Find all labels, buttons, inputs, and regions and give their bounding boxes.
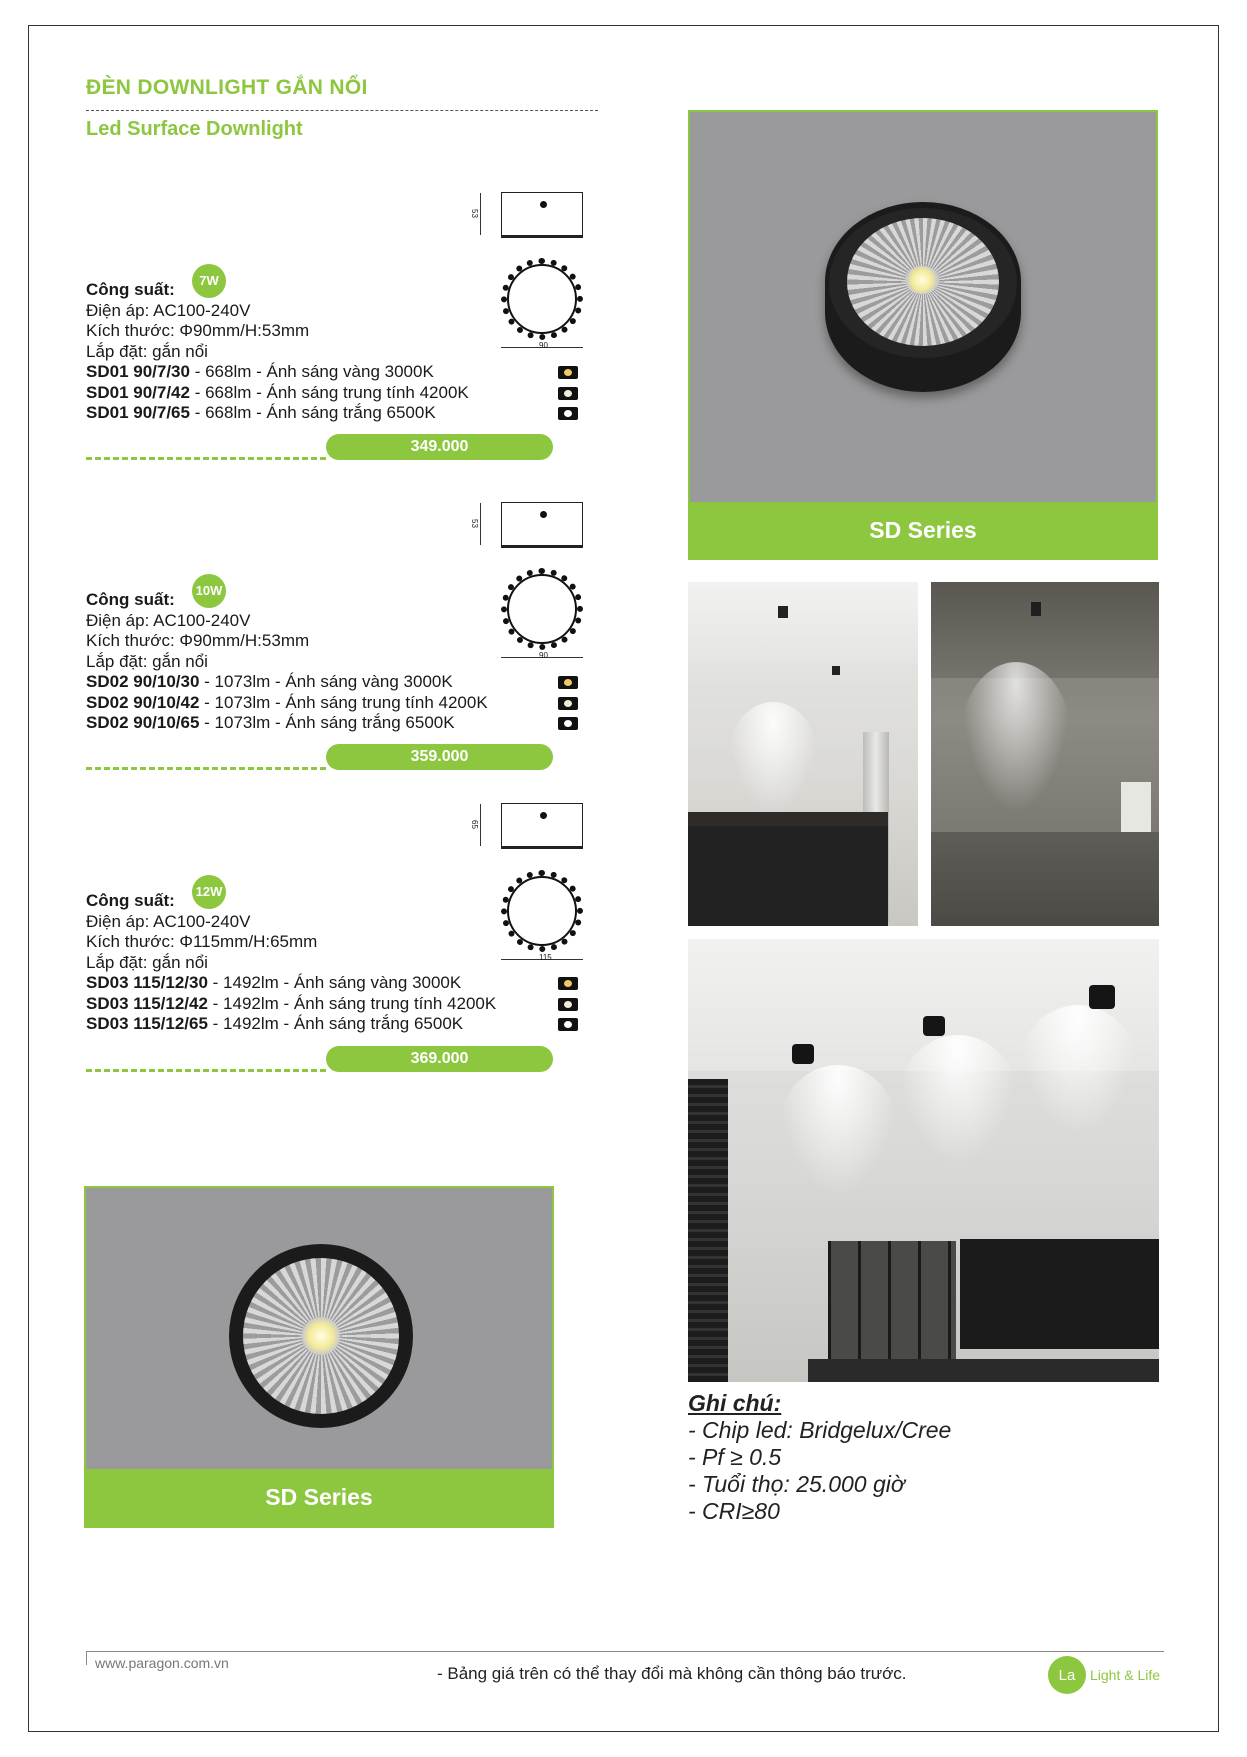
size-text: Kích thước: Φ90mm/H:53mm	[86, 321, 310, 340]
page-subtitle: Led Surface Downlight	[86, 118, 303, 140]
drawing-dim-diameter: 90	[539, 651, 548, 660]
price-divider	[86, 1069, 326, 1072]
variant-code: SD02 90/10/65	[86, 713, 200, 732]
drawing-dim-diameter: 90	[539, 341, 548, 350]
room-photo-hallway	[688, 582, 918, 926]
color-swatch-icon	[558, 717, 578, 730]
color-swatch-icon	[558, 407, 578, 420]
price-divider	[86, 767, 326, 770]
color-swatch-icon	[558, 366, 578, 379]
variant-desc: - 1492lm - Ánh sáng trung tính 4200K	[207, 993, 497, 1013]
variant-desc: - 1073lm - Ánh sáng trắng 6500K	[199, 713, 455, 732]
power-label: Công suất:	[86, 280, 175, 299]
drawing-dot	[540, 812, 547, 819]
page-title: ĐÈN DOWNLIGHT GẮN NỔI	[86, 76, 368, 99]
variant-row	[86, 994, 606, 1015]
color-swatch-icon	[558, 697, 578, 710]
variant-row	[86, 713, 606, 734]
drawing-dot	[540, 201, 547, 208]
variant-desc: - 668lm - Ánh sáng vàng 3000K	[189, 362, 434, 381]
price-tag-sd03: 369.000	[326, 1046, 553, 1072]
variant-desc: - 1073lm - Ánh sáng trung tính 4200K	[199, 692, 488, 712]
footer-divider	[86, 1651, 1164, 1652]
drawing-dim-height: 53	[469, 519, 479, 528]
variant-code: SD02 90/10/42	[86, 692, 200, 712]
product-sd02	[86, 582, 606, 734]
color-swatch-icon	[558, 998, 578, 1011]
mount-text: Lắp đặt: gắn nổi	[86, 341, 208, 361]
variant-desc: - 1492lm - Ánh sáng trắng 6500K	[207, 1014, 464, 1033]
color-swatch-icon	[558, 1018, 578, 1031]
brand-logo-text: Light & Life	[1090, 1667, 1161, 1683]
variant-desc: - 668lm - Ánh sáng trung tính 4200K	[189, 382, 469, 402]
side-drawing-sd03	[469, 803, 583, 849]
side-drawing-sd01	[469, 192, 583, 238]
mount-text: Lắp đặt: gắn nổi	[86, 952, 208, 972]
power-label: Công suất:	[86, 891, 175, 910]
wattage-badge: 10W	[192, 574, 226, 608]
variant-code: SD03 115/12/42	[86, 993, 208, 1013]
wattage-badge: 12W	[192, 875, 226, 909]
drawing-dim-height: 65	[469, 820, 479, 829]
variant-row	[86, 403, 606, 424]
drawing-dim-diameter: 115	[539, 953, 552, 962]
color-swatch-icon	[558, 676, 578, 689]
card-label-band: SD Series	[86, 1469, 552, 1526]
variant-code: SD02 90/10/30	[86, 672, 200, 691]
footer-disclaimer: - Bảng giá trên có thể thay đổi mà không cần thông báo trước.	[437, 1664, 907, 1683]
product-sd01	[86, 272, 606, 424]
voltage-text: Điện áp: AC100-240V	[86, 610, 251, 630]
voltage-text: Điện áp: AC100-240V	[86, 300, 251, 320]
drawing-dot	[540, 511, 547, 518]
product-photo-angled	[825, 202, 1021, 392]
price-tag-sd02: 359.000	[326, 744, 553, 770]
variant-row	[86, 693, 606, 714]
brand-logo-icon: La	[1048, 1656, 1086, 1694]
footer-url[interactable]: www.paragon.com.vn	[95, 1655, 229, 1671]
title-divider	[86, 110, 598, 111]
room-photo-concrete-corridor	[931, 582, 1159, 926]
variant-row	[86, 362, 606, 383]
size-text: Kích thước: Φ90mm/H:53mm	[86, 631, 310, 650]
note-item: - Chip led: Bridgelux/Cree	[688, 1417, 952, 1443]
card-label-band: SD Series	[690, 502, 1156, 558]
price-divider	[86, 457, 326, 460]
product-card-sd-series-bottom	[84, 1186, 554, 1528]
variant-code: SD03 115/12/30	[86, 973, 208, 992]
mount-text: Lắp đặt: gắn nổi	[86, 651, 208, 671]
price-tag-sd01: 349.000	[326, 434, 553, 460]
notes-title: Ghi chú:	[688, 1390, 782, 1416]
note-item: - CRI≥80	[688, 1498, 780, 1524]
variant-row	[86, 672, 606, 693]
variant-row	[86, 973, 606, 994]
variant-row	[86, 1014, 606, 1035]
variant-code: SD01 90/7/65	[86, 403, 190, 422]
note-item: - Tuổi thọ: 25.000 giờ	[688, 1471, 905, 1497]
variant-code: SD01 90/7/30	[86, 362, 190, 381]
color-swatch-icon	[558, 387, 578, 400]
variant-desc: - 668lm - Ánh sáng trắng 6500K	[189, 403, 436, 422]
drawing-dim-height: 53	[469, 209, 479, 218]
product-sd03	[86, 883, 606, 1035]
power-label: Công suất:	[86, 590, 175, 609]
room-photo-living	[688, 939, 1159, 1382]
variant-desc: - 1073lm - Ánh sáng vàng 3000K	[199, 672, 453, 691]
variant-desc: - 1492lm - Ánh sáng vàng 3000K	[207, 973, 462, 992]
variant-code: SD03 115/12/65	[86, 1014, 208, 1033]
note-item: - Pf ≥ 0.5	[688, 1444, 782, 1470]
variant-code: SD01 90/7/42	[86, 382, 190, 402]
color-swatch-icon	[558, 977, 578, 990]
voltage-text: Điện áp: AC100-240V	[86, 911, 251, 931]
size-text: Kích thước: Φ115mm/H:65mm	[86, 932, 318, 951]
side-drawing-sd02	[469, 502, 583, 548]
product-card-sd-series-top	[688, 110, 1158, 560]
product-photo-front	[229, 1244, 413, 1428]
wattage-badge: 7W	[192, 264, 226, 298]
notes-block	[688, 1390, 951, 1525]
variant-row	[86, 383, 606, 404]
